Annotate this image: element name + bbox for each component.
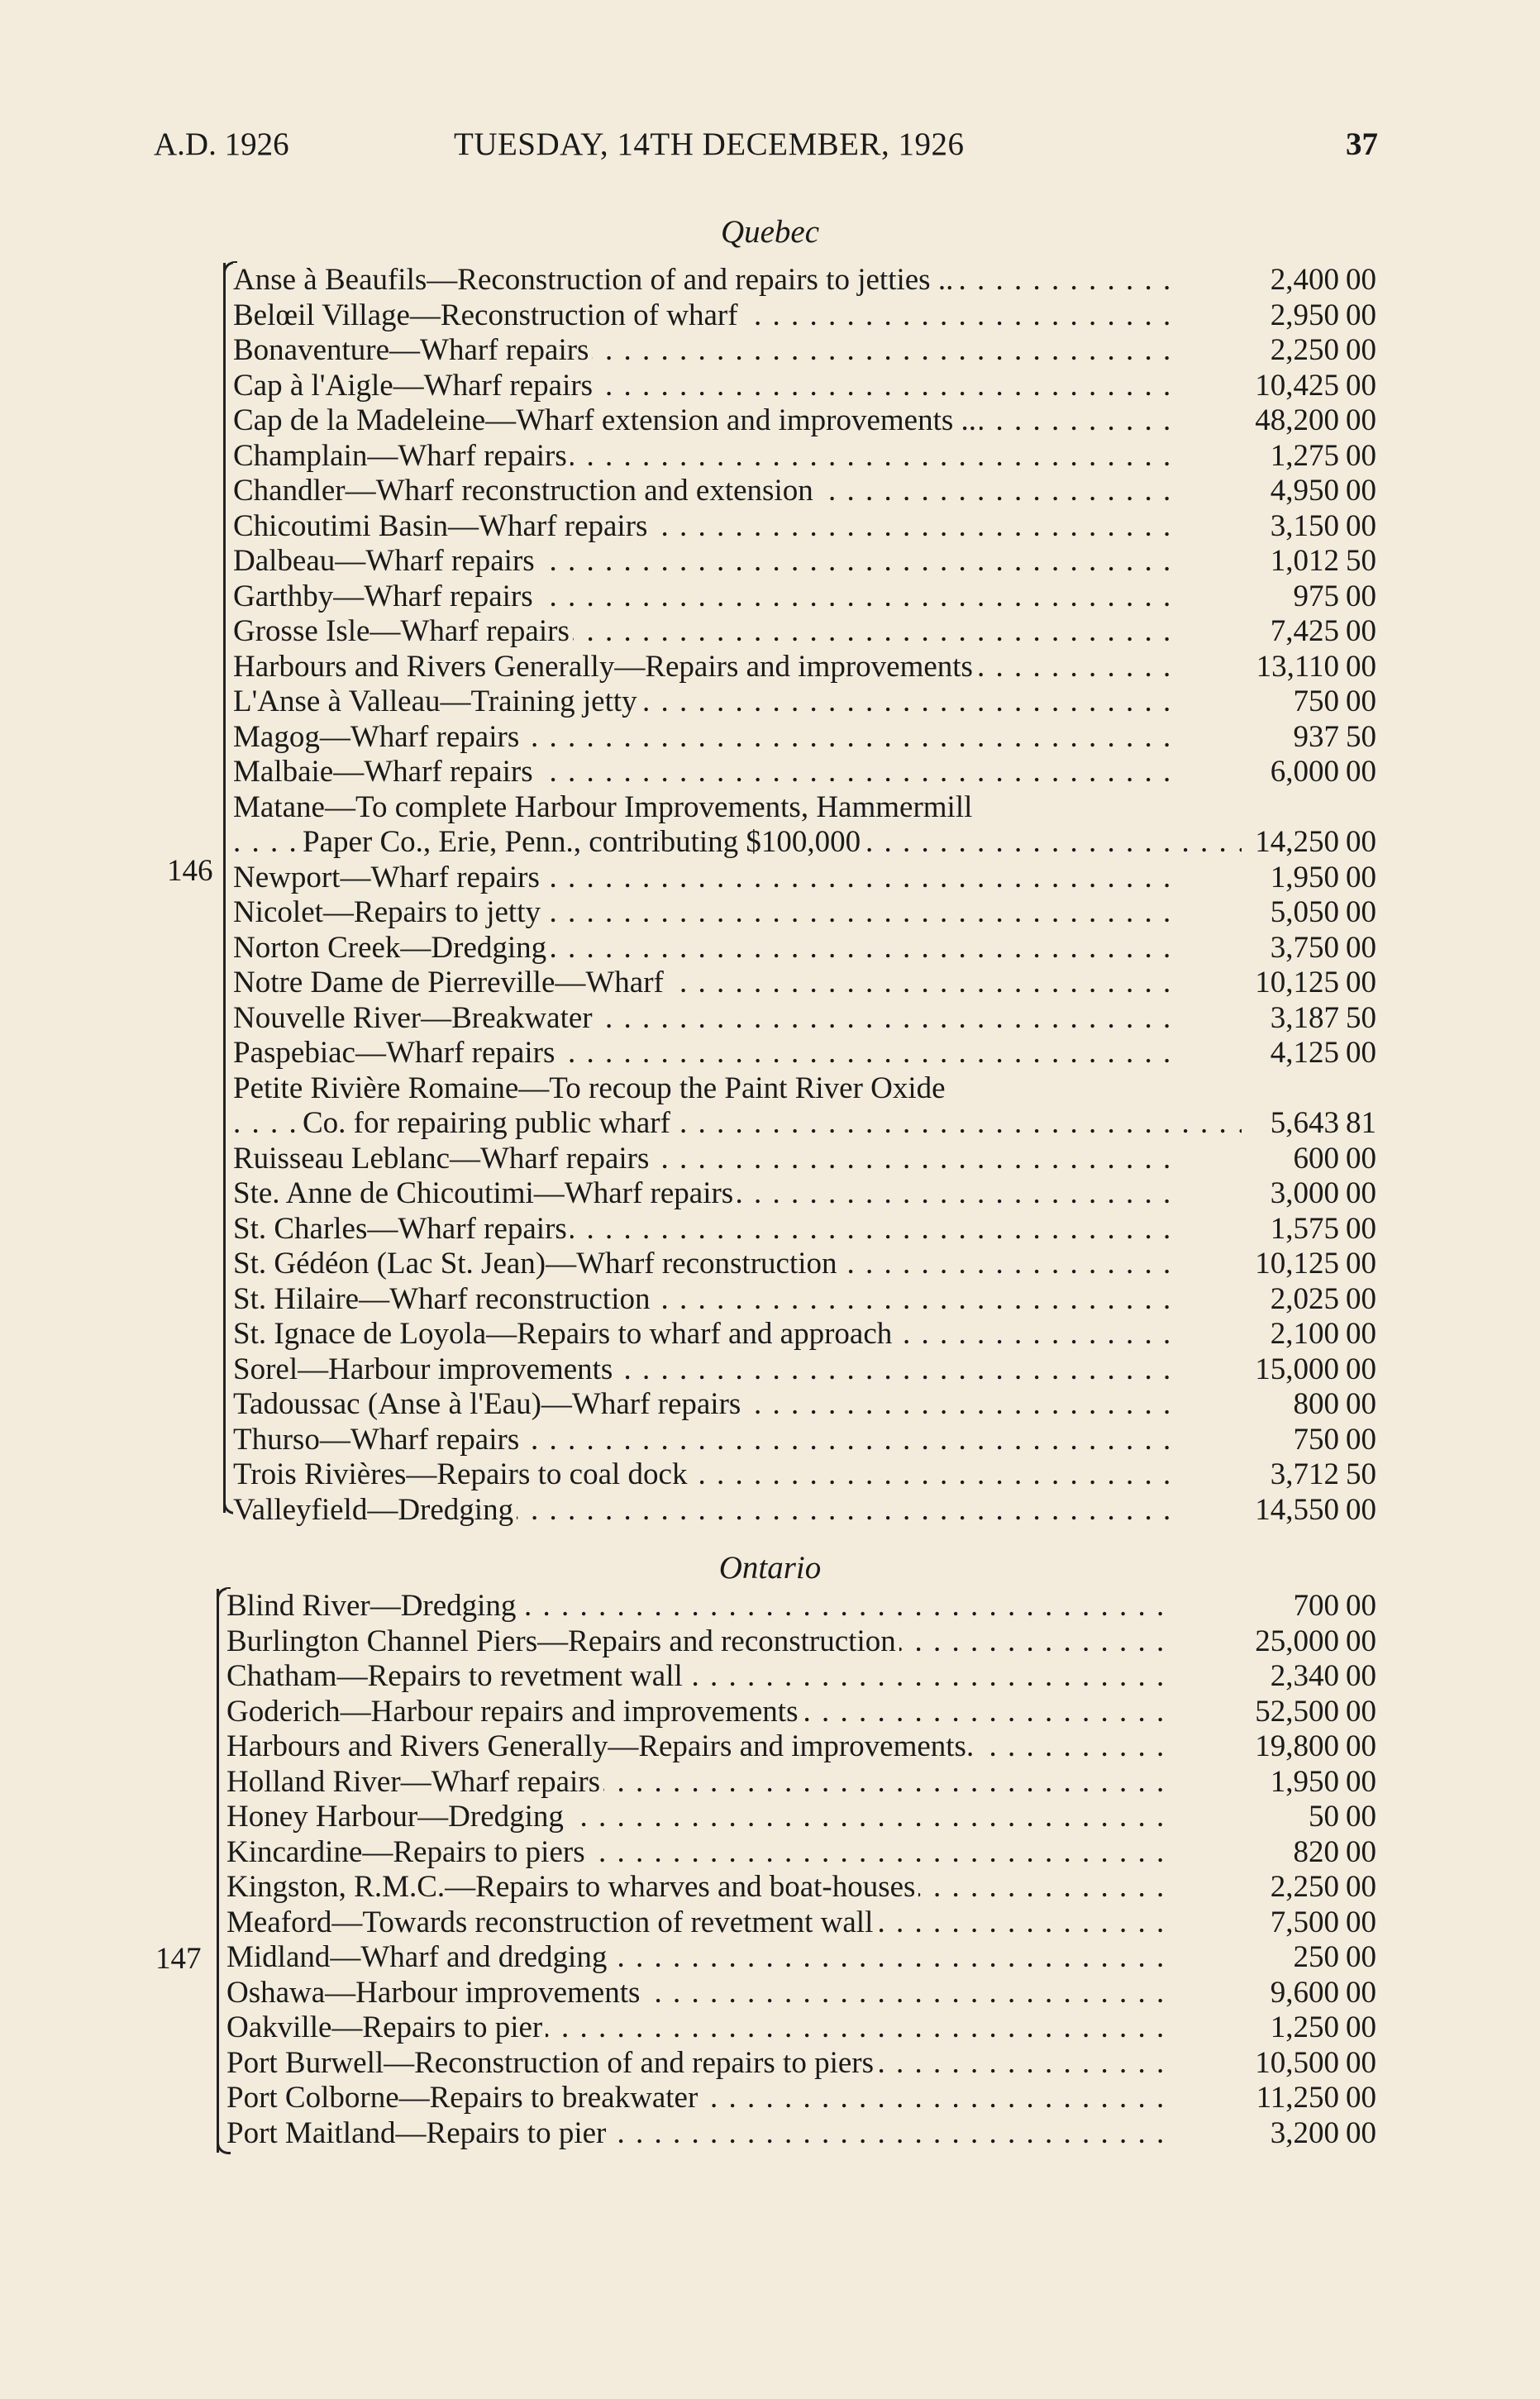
item-cents: 81: [1346, 1106, 1376, 1140]
item-cents: 50: [1346, 1457, 1376, 1491]
item-cents: 00: [1346, 1589, 1376, 1623]
quebec-item-row: [0, 790, 1540, 826]
item-amount: 600: [1293, 1141, 1339, 1176]
item-description: St. Ignace de Loyola—Repairs to wharf and approach . . .: [233, 1317, 1172, 1352]
item-description: Honey Harbour—Dredging . . .: [226, 1800, 1172, 1835]
item-cents: 00: [1346, 1800, 1376, 1834]
item-cents: 00: [1346, 1940, 1376, 1974]
item-cents: 50: [1346, 544, 1376, 578]
item-description: Trois Rivières—Repairs to coal dock . . .: [233, 1457, 1172, 1493]
item-amount: 800: [1293, 1387, 1339, 1421]
item-description: Midland—Wharf and dredging . . .: [226, 1940, 1172, 1976]
ontario-item-row: [0, 1905, 1540, 1941]
item-cents: 00: [1346, 263, 1376, 297]
item-description: Cap à l'Aigle—Wharf repairs . . .: [233, 369, 1172, 404]
item-description: Garthby—Wharf repairs . . .: [233, 579, 1172, 615]
ontario-item-row: [0, 1695, 1540, 1730]
item-amount: 10,125: [1255, 966, 1339, 999]
item-amount: 14,250: [1255, 825, 1339, 859]
item-description: Newport—Wharf repairs . . .: [233, 861, 1172, 896]
item-amount: 2,250: [1270, 1870, 1339, 1904]
item-cents: 00: [1346, 1870, 1376, 1904]
quebec-item-row: [0, 1282, 1540, 1318]
item-amount: 14,550: [1255, 1492, 1339, 1527]
section-title-ontario: Ontario: [718, 1550, 822, 1586]
item-cents: 00: [1346, 860, 1376, 894]
item-cents: 00: [1346, 2045, 1376, 2080]
item-amount: 750: [1293, 684, 1339, 718]
item-amount: 3,150: [1270, 508, 1339, 543]
item-cents: 00: [1346, 2115, 1376, 2150]
item-amount: 5,643: [1270, 1106, 1339, 1140]
item-cents: 00: [1346, 1247, 1376, 1281]
item-description: Meaford—Towards reconstruction of revetment wall . . .: [226, 1905, 1172, 1941]
item-description: Burlington Channel Piers—Repairs and reconstruction . . .: [226, 1624, 1172, 1660]
item-description: Malbaie—Wharf repairs . . .: [233, 755, 1172, 790]
quebec-item-row: [0, 1317, 1540, 1352]
item-description: L'Anse à Valleau—Training jetty . . .: [233, 684, 1172, 720]
quebec-item-row: [0, 544, 1540, 579]
ontario-item-row: [0, 2116, 1540, 2152]
item-cents: 50: [1346, 719, 1376, 754]
quebec-item-row: [0, 650, 1540, 685]
ontario-item-row: [0, 1940, 1540, 1976]
item-amount: 1,012: [1270, 544, 1339, 578]
item-amount: 10,425: [1255, 368, 1339, 403]
quebec-items: [0, 263, 1540, 1528]
ontario-item-row: [0, 1870, 1540, 1905]
section-title-quebec: Quebec: [720, 214, 820, 250]
quebec-item-row: [0, 931, 1540, 966]
item-amount: 2,025: [1270, 1281, 1339, 1316]
quebec-item-row: [0, 1247, 1540, 1282]
item-cents: 00: [1346, 474, 1376, 508]
item-amount: 7,500: [1270, 1905, 1339, 1939]
item-description: Magog—Wharf repairs . . .: [233, 720, 1172, 756]
item-cents: 00: [1346, 1422, 1376, 1457]
item-description: Paper Co., Erie, Penn., contributing $100,000 . . .: [233, 825, 1242, 861]
item-description: Chicoutimi Basin—Wharf repairs . . .: [233, 509, 1172, 545]
quebec-item-row: [0, 1212, 1540, 1247]
item-amount: 3,000: [1270, 1176, 1339, 1210]
ontario-item-row: [0, 1976, 1540, 2011]
item-cents: 00: [1346, 614, 1376, 648]
quebec-item-row: [0, 333, 1540, 369]
ontario-item-row: [0, 1729, 1540, 1765]
item-amount: 3,187: [1270, 1000, 1339, 1035]
item-description: Chandler—Wharf reconstruction and extension . . .: [233, 474, 1172, 509]
item-description: Norton Creek—Dredging . . .: [233, 931, 1172, 966]
item-cents: 00: [1346, 1036, 1376, 1070]
item-description: Oshawa—Harbour improvements . . .: [226, 1976, 1172, 2011]
ontario-items: [0, 1589, 1540, 2151]
quebec-item-row: [0, 509, 1540, 545]
item-description: Thurso—Wharf repairs . . .: [233, 1423, 1172, 1458]
ontario-item-row: [0, 2046, 1540, 2082]
quebec-item-row: [0, 1036, 1540, 1071]
quebec-item-row: [0, 895, 1540, 931]
quebec-item-row: [0, 439, 1540, 475]
item-description: Champlain—Wharf repairs . . .: [233, 439, 1172, 475]
quebec-item-row: [0, 1001, 1540, 1037]
item-description: Oakville—Repairs to pier . . .: [226, 2010, 1172, 2046]
ontario-item-row: [0, 1835, 1540, 1871]
item-amount: 3,750: [1270, 930, 1339, 965]
quebec-item-row: [0, 298, 1540, 334]
item-description: Paspebiac—Wharf repairs . . .: [233, 1036, 1172, 1071]
item-amount: 52,500: [1255, 1694, 1339, 1729]
item-cents: 00: [1346, 1141, 1376, 1176]
item-amount: 9,600: [1270, 1975, 1339, 2010]
quebec-item-row: [0, 861, 1540, 896]
item-amount: 48,200: [1255, 403, 1339, 437]
item-amount: 937: [1293, 719, 1339, 754]
item-amount: 2,400: [1270, 263, 1339, 297]
quebec-item-row: [0, 1457, 1540, 1493]
quebec-item-row: [0, 369, 1540, 404]
quebec-item-row: [0, 1423, 1540, 1458]
ontario-item-row: [0, 2081, 1540, 2116]
item-description: Harbours and Rivers Generally—Repairs and improvements . . .: [233, 650, 1172, 685]
item-cents: 00: [1346, 1281, 1376, 1316]
item-cents: 00: [1346, 1211, 1376, 1246]
item-cents: 00: [1346, 2081, 1376, 2115]
ontario-item-row: [0, 2010, 1540, 2046]
item-cents: 00: [1346, 438, 1376, 473]
item-cents: 00: [1346, 2010, 1376, 2044]
item-cents: 00: [1346, 1387, 1376, 1421]
item-amount: 1,950: [1270, 860, 1339, 894]
item-description: Port Maitland—Repairs to pier . . .: [226, 2116, 1172, 2152]
item-amount: 2,950: [1270, 298, 1339, 332]
ontario-item-row: [0, 1765, 1540, 1800]
item-cents: 00: [1346, 930, 1376, 965]
quebec-item-row: [0, 403, 1540, 439]
item-description: Port Colborne—Repairs to breakwater . . .: [226, 2081, 1172, 2116]
item-description: Kingston, R.M.C.—Repairs to wharves and boat-houses . . .: [226, 1870, 1172, 1905]
quebec-item-row: [0, 1493, 1540, 1529]
header-year: A.D. 1926: [154, 126, 289, 162]
item-cents: 00: [1346, 1352, 1376, 1386]
item-cents: 00: [1346, 966, 1376, 999]
item-description: Belœil Village—Reconstruction of wharf . . .: [233, 298, 1172, 334]
item-description: Bonaventure—Wharf repairs . . .: [233, 333, 1172, 369]
quebec-item-row: [0, 1071, 1540, 1107]
item-amount: 750: [1293, 1422, 1339, 1457]
item-amount: 975: [1293, 579, 1339, 613]
quebec-item-row: [0, 474, 1540, 509]
item-cents: 00: [1346, 1764, 1376, 1799]
item-cents: 00: [1346, 1975, 1376, 2010]
item-description: Ruisseau Leblanc—Wharf repairs . . .: [233, 1142, 1172, 1177]
page-header: [154, 126, 1378, 169]
item-description: Chatham—Repairs to revetment wall . . .: [226, 1659, 1172, 1695]
item-amount: 700: [1293, 1589, 1339, 1623]
ontario-item-row: [0, 1659, 1540, 1695]
item-amount: 1,250: [1270, 2010, 1339, 2044]
item-amount: 19,800: [1255, 1729, 1339, 1763]
quebec-item-row: [0, 825, 1540, 861]
vote-number-quebec: 146: [167, 854, 213, 888]
vote-number-ontario: 147: [155, 1942, 202, 1976]
item-description: Ste. Anne de Chicoutimi—Wharf repairs . . .: [233, 1176, 1172, 1212]
item-amount: 7,425: [1270, 614, 1339, 648]
quebec-item-row: [0, 720, 1540, 756]
item-cents: 00: [1346, 895, 1376, 929]
item-cents: 00: [1346, 333, 1376, 367]
item-description: St. Hilaire—Wharf reconstruction . . .: [233, 1282, 1172, 1318]
quebec-item-row: [0, 1387, 1540, 1423]
item-description: Valleyfield—Dredging . . .: [233, 1493, 1172, 1529]
item-cents: 00: [1346, 579, 1376, 613]
item-cents: 00: [1346, 1905, 1376, 1939]
item-description: Blind River—Dredging . . .: [226, 1589, 1172, 1624]
ontario-item-row: [0, 1800, 1540, 1835]
quebec-item-row: [0, 1142, 1540, 1177]
item-description: Nouvelle River—Breakwater . . .: [233, 1001, 1172, 1037]
quebec-item-row: [0, 1352, 1540, 1388]
item-cents: 00: [1346, 508, 1376, 543]
item-description: Nicolet—Repairs to jetty . . .: [233, 895, 1172, 931]
item-amount: 10,125: [1255, 1247, 1339, 1281]
item-amount: 15,000: [1255, 1352, 1339, 1386]
quebec-item-row: [0, 263, 1540, 298]
item-cents: 00: [1346, 1624, 1376, 1658]
ontario-item-row: [0, 1589, 1540, 1624]
quebec-item-row: [0, 614, 1540, 650]
item-amount: 25,000: [1255, 1624, 1339, 1658]
item-description: Harbours and Rivers Generally—Repairs and improvements. . . .: [226, 1729, 1172, 1765]
item-description: Holland River—Wharf repairs . . .: [226, 1765, 1172, 1800]
quebec-item-row: [0, 755, 1540, 790]
item-amount: 5,050: [1270, 895, 1339, 929]
item-description: Grosse Isle—Wharf repairs . . .: [233, 614, 1172, 650]
item-amount: 11,250: [1256, 2081, 1339, 2115]
item-amount: 2,250: [1270, 333, 1339, 367]
item-amount: 820: [1293, 1834, 1339, 1869]
item-cents: 00: [1346, 403, 1376, 437]
item-cents: 00: [1346, 1659, 1376, 1693]
item-description: Anse à Beaufils—Reconstruction of and repairs to jetties .. . . .: [233, 263, 1172, 298]
item-amount: 4,950: [1270, 474, 1339, 508]
item-amount: 2,100: [1270, 1317, 1339, 1351]
item-cents: 00: [1346, 1834, 1376, 1869]
quebec-item-row: [0, 966, 1540, 1001]
item-description: Co. for repairing public wharf . . .: [233, 1106, 1242, 1142]
quebec-item-row: [0, 1106, 1540, 1142]
item-amount: 2,340: [1270, 1659, 1339, 1693]
item-amount: 6,000: [1270, 755, 1339, 789]
item-description: Kincardine—Repairs to piers . . .: [226, 1835, 1172, 1871]
item-cents: 50: [1346, 1000, 1376, 1035]
item-cents: 00: [1346, 1492, 1376, 1527]
item-amount: 1,275: [1270, 438, 1339, 473]
item-description: Cap de la Madeleine—Wharf extension and improvements .. . . .: [233, 403, 1172, 439]
item-cents: 00: [1346, 825, 1376, 859]
item-cents: 00: [1346, 1729, 1376, 1763]
quebec-item-row: [0, 579, 1540, 615]
item-cents: 00: [1346, 755, 1376, 789]
item-description: Goderich—Harbour repairs and improvements . . .: [226, 1695, 1172, 1730]
item-amount: 4,125: [1270, 1036, 1339, 1070]
item-amount: 3,712: [1270, 1457, 1339, 1491]
header-date: TUESDAY, 14TH DECEMBER, 1926: [454, 126, 965, 162]
item-description: Petite Rivière Romaine—To recoup the Paint River Oxide: [233, 1071, 1172, 1107]
item-cents: 00: [1346, 649, 1376, 684]
ontario-item-row: [0, 1624, 1540, 1660]
item-description: St. Gédéon (Lac St. Jean)—Wharf reconstruction . . .: [233, 1247, 1172, 1282]
item-cents: 00: [1346, 1317, 1376, 1351]
quebec-item-row: [0, 684, 1540, 720]
item-amount: 10,500: [1255, 2045, 1339, 2080]
item-description: Tadoussac (Anse à l'Eau)—Wharf repairs . . .: [233, 1387, 1172, 1423]
item-description: Notre Dame de Pierreville—Wharf . . .: [233, 966, 1172, 1001]
item-cents: 00: [1346, 684, 1376, 718]
item-description: Dalbeau—Wharf repairs . . .: [233, 544, 1172, 579]
item-cents: 00: [1346, 1176, 1376, 1210]
item-cents: 00: [1346, 1694, 1376, 1729]
item-description: Sorel—Harbour improvements . . .: [233, 1352, 1172, 1388]
item-description: Matane—To complete Harbour Improvements, Hammermill: [233, 790, 1172, 826]
item-description: St. Charles—Wharf repairs . . .: [233, 1212, 1172, 1247]
item-amount: 1,575: [1270, 1211, 1339, 1246]
item-amount: 1,950: [1270, 1764, 1339, 1799]
item-amount: 250: [1293, 1940, 1339, 1974]
item-cents: 00: [1346, 298, 1376, 332]
item-amount: 13,110: [1256, 649, 1339, 684]
item-amount: 3,200: [1270, 2115, 1339, 2150]
item-description: Port Burwell—Reconstruction of and repairs to piers . . .: [226, 2046, 1172, 2082]
quebec-item-row: [0, 1176, 1540, 1212]
item-amount: 50: [1309, 1800, 1339, 1834]
item-cents: 00: [1346, 368, 1376, 403]
page-number: 37: [1346, 126, 1378, 162]
